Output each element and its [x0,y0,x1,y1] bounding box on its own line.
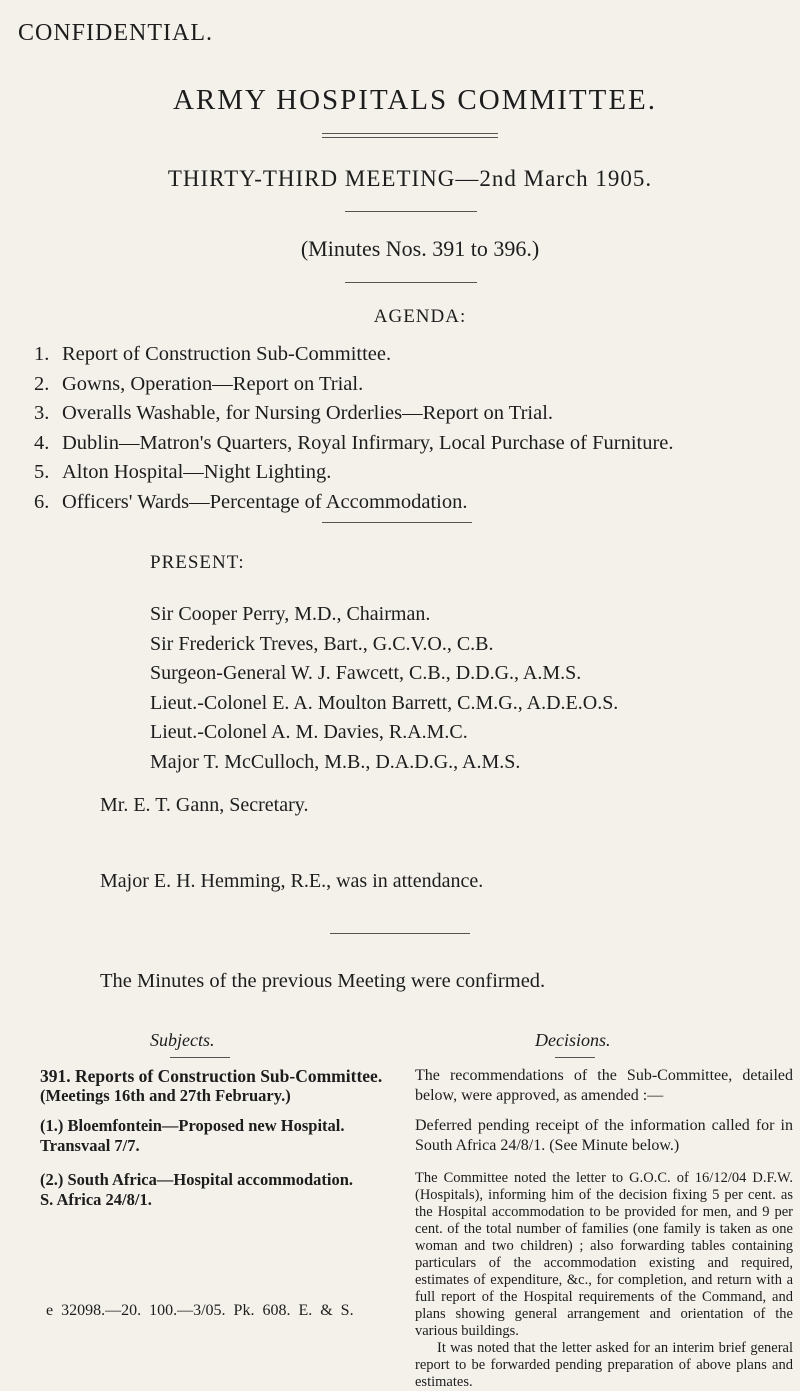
decisions-column-heading: Decisions. [535,1030,611,1050]
attendance-divider [330,933,470,934]
minute-subject-title: 391. Reports of Construction Sub-Committee. [40,1066,383,1086]
meeting-divider [345,211,477,212]
agenda-divider [322,522,472,523]
minutes-divider [345,282,477,283]
agenda-heading: AGENDA: [373,306,467,327]
member-item: Lieut.-Colonel E. A. Moulton Barrett, C.M.G., A.D.E.O.S. [150,691,619,714]
classification-label: CONFIDENTIAL. [18,20,213,46]
committee-title: ARMY HOSPITALS COMMITTEE. [172,84,658,116]
member-item: Sir Cooper Perry, M.D., Chairman. [150,603,431,625]
minute-subject-sub: (Meetings 16th and 27th February.) [40,1086,291,1105]
minute-decision: Deferred pending receipt of the information called for in South Africa 24/8/1. (See Minute below.) [415,1117,793,1154]
subjects-column-heading: Subjects. [150,1030,215,1050]
member-item: Surgeon-General W. J. Fawcett, C.B., D.D.G., A.M.S. [150,662,582,684]
agenda-item: 1. Report of Construction Sub-Committee. [34,343,392,365]
member-item: Major T. McCulloch, M.B., D.A.D.G., A.M.S. [150,750,521,773]
meeting-heading: THIRTY-THIRD MEETING—2nd March 1905. [167,166,653,191]
minute-subject [40,1170,385,1210]
agenda-list [34,340,794,517]
agenda-item: 6. Officers' Wards—Percentage of Accommodation. [34,490,468,513]
agenda-item: 4. Dublin—Matron's Quarters, Royal Infirmary, Local Purchase of Furniture. [34,431,674,454]
minutes-range: (Minutes Nos. 391 to 396.) [300,236,540,261]
confirmation-line: The Minutes of the previous Meeting were confirmed. [100,970,546,992]
print-footer: e 32098.—20. 100.—3/05. Pk. 608. E. & S. [46,1302,354,1319]
title-divider-2 [322,137,498,138]
decisions-heading-rule [555,1057,595,1058]
title-divider [322,133,498,134]
agenda-item: 2. Gowns, Operation—Report on Trial. [34,372,364,395]
attendance-line: Major E. H. Hemming, R.E., was in attendance. [100,870,484,892]
minute-subject-title: (1.) Bloemfontein—Proposed new Hospital. [40,1116,345,1135]
member-item: Sir Frederick Treves, Bart., G.C.V.O., C.B. [150,632,494,655]
subjects-heading-rule [170,1057,230,1058]
minute-subject-sub: S. Africa 24/8/1. [40,1190,152,1209]
minute-decision-text: The Committee noted the letter to G.O.C. of 16/12/04 D.F.W. (Hospitals), informing him of the decision fixing 5 per cent. as the Hospital accommodation to be provided for men, and 9 per cent. of the total number of families (one family is taken as one woman and two children) ; also forwarding tables containing particulars of the accommodation existing and required, estimates of expenditure, &c., for completion, and return with a full report of the Hospital requirements of the Command, and plans showing general arrangement and orientation of the various buildings. [415,1170,793,1339]
present-list [150,600,618,777]
secretary-line: Mr. E. T. Gann, Secretary. [100,794,309,816]
member-item: Lieut.-Colonel A. M. Davies, R.A.M.C. [150,721,468,743]
minute-subject [40,1116,385,1156]
minute-decision: The recommendations of the Sub-Committee, detailed below, were approved, as amended :— [415,1067,793,1104]
agenda-item: 5. Alton Hospital—Night Lighting. [34,461,332,483]
minute-subject-sub: Transvaal 7/7. [40,1136,140,1155]
minute-subject [40,1066,385,1106]
agenda-item: 3. Overalls Washable, for Nursing Orderlies—Report on Trial. [34,402,554,424]
minute-decision-extra: It was noted that the letter asked for an interim brief general report to be forwarded pending preparation of above plans and estimates. [415,1340,793,1390]
present-heading: PRESENT: [150,552,245,573]
minute-subject-title: (2.) South Africa—Hospital accommodation. [40,1170,354,1189]
